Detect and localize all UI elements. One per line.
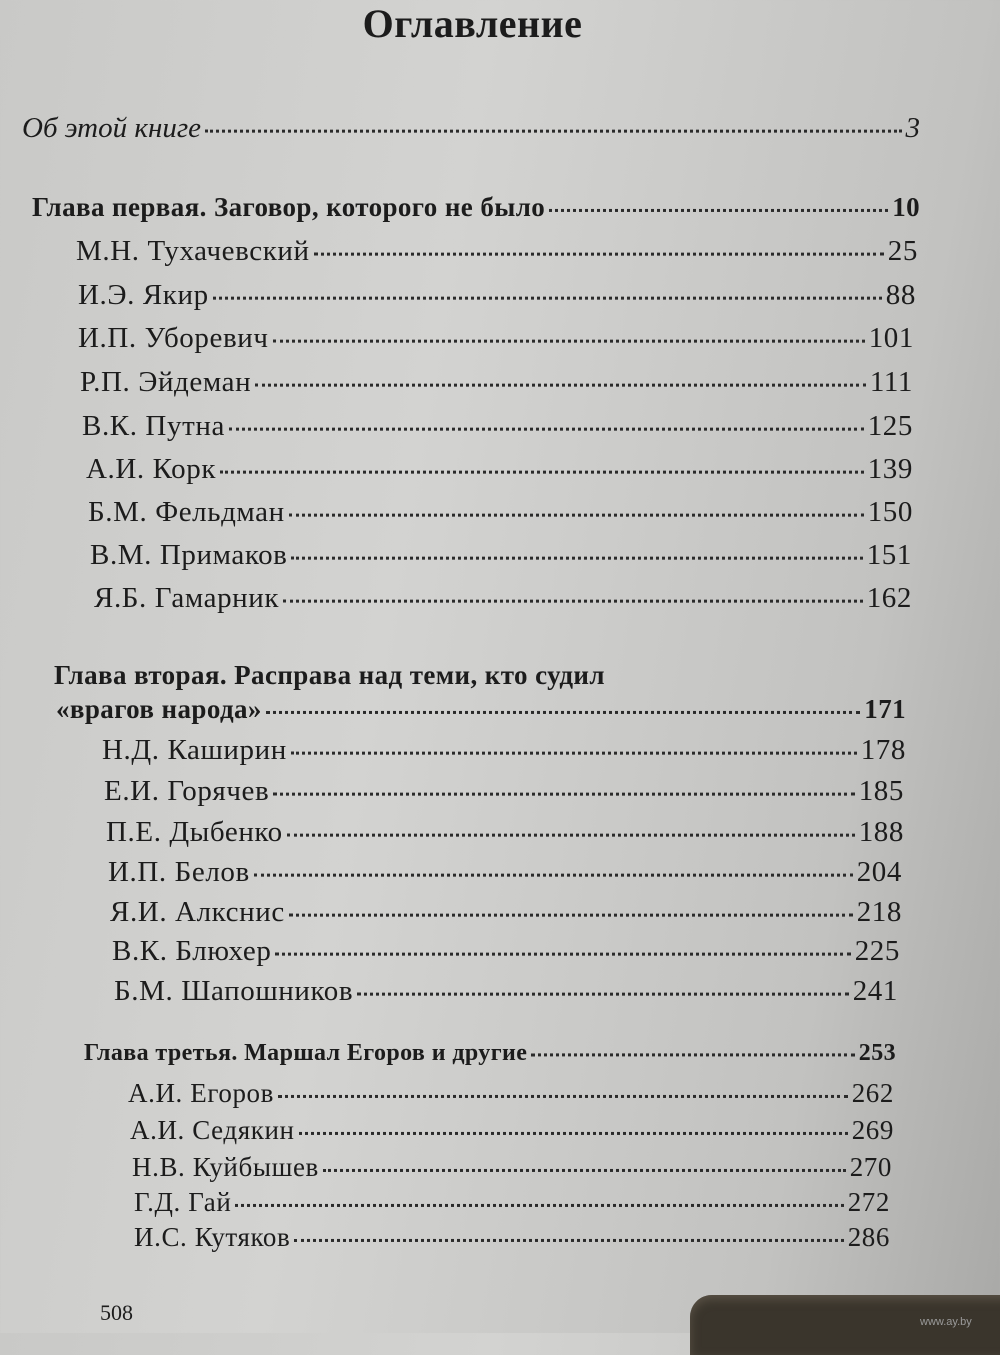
leader-dots [323,1154,846,1172]
toc-page: 269 [851,1115,894,1145]
toc-page: 171 [864,694,906,724]
toc-entry-name: Я.И. Алкснис [110,896,285,928]
toc-entry-row [80,366,913,399]
toc-page: 125 [867,410,913,442]
toc-intro-row [22,112,920,145]
toc-page: 3 [905,112,920,144]
toc-page: 286 [847,1222,890,1252]
toc-entry-row [94,582,912,615]
toc-page: 253 [858,1040,896,1066]
toc-entry-name: Г.Д. Гай [134,1187,232,1217]
toc-page: 270 [849,1152,892,1182]
toc-page: 188 [858,816,904,848]
leader-dots [294,1224,843,1242]
leader-dots [289,898,853,917]
toc-entry-name: В.К. Путна [82,410,225,442]
toc-entry-row [110,896,902,929]
toc-entry-row [108,856,902,889]
toc-page: 111 [869,366,913,398]
watermark: www.ay.by [920,1316,972,1328]
toc-page: 88 [885,279,916,311]
leader-dots [275,937,850,956]
toc-entry-row [130,1115,894,1146]
toc-entry-name: В.М. Примаков [90,539,288,571]
toc-entry-row [82,410,913,443]
toc-page: 150 [867,496,913,528]
toc-page: 225 [854,935,900,967]
leader-dots [357,977,849,996]
toc-entry-row [86,453,913,486]
leader-dots [273,777,854,796]
toc-entry-row [134,1187,890,1218]
toc-entry-row [114,975,898,1008]
toc-page: 101 [868,322,914,354]
toc-entry-row [128,1078,894,1109]
page-title: Оглавление [362,1,583,46]
leader-dots [205,114,901,133]
toc-entry-row [134,1222,890,1253]
leader-dots [273,324,865,343]
toc-entry-row [112,935,900,968]
toc-entry-row [88,496,913,529]
leader-dots [229,412,864,431]
chapter-title: Глава первая. Заговор, которого не было [32,192,546,222]
leader-dots [299,1117,848,1135]
chapter-title-line1: Глава вторая. Расправа над теми, кто судил [54,660,605,690]
leader-dots [220,455,864,474]
toc-entry-row [102,734,906,767]
toc-entry-name: И.П. Белов [108,856,250,888]
leader-dots [531,1040,855,1056]
chapter-title-line2: «врагов народа» [56,694,262,724]
toc-entry-name: П.Е. Дыбенко [106,816,283,848]
toc-entry-name: В.К. Блюхер [112,935,272,967]
leader-dots [213,281,882,300]
chapter-title: Глава третья. Маршал Егоров и другие [84,1040,528,1066]
toc-entry-row [78,322,914,355]
toc-page: 204 [856,856,902,888]
toc-page: 151 [866,539,912,571]
toc-page: 162 [866,582,912,614]
leader-dots [549,194,888,212]
toc-page: 218 [856,896,902,928]
toc-entry-name: Н.Д. Каширин [102,734,287,766]
toc-entry-name: А.И. Корк [86,453,217,485]
toc-entry-row [78,279,916,312]
leader-dots [255,368,866,387]
toc-page: 139 [867,453,913,485]
leader-dots [235,1189,843,1207]
leader-dots [314,237,884,256]
toc-entry-name: Е.И. Горячев [104,775,270,807]
leader-dots [287,818,855,837]
toc-entry-name: Н.В. Куйбышев [132,1152,319,1182]
leader-dots [278,1080,848,1098]
toc-chapter-row [32,192,920,223]
toc-entry-name: А.И. Егоров [128,1078,274,1108]
toc-page: 262 [851,1078,894,1108]
leader-dots [283,584,863,603]
toc-page: 241 [852,975,898,1007]
toc-entry-row [76,235,918,268]
page-number: 508 [100,1300,133,1325]
toc-chapter-row [56,694,906,725]
toc-entry-name: Б.М. Фельдман [88,496,285,528]
leader-dots [266,696,860,714]
toc-entry-name: И.С. Кутяков [134,1222,291,1252]
leader-dots [291,736,857,755]
leader-dots [291,541,862,560]
toc-entry-name: Р.П. Эйдеман [80,366,252,398]
toc-page: 178 [860,734,906,766]
leader-dots [289,498,864,517]
toc-page: 10 [892,192,920,222]
toc-page: 185 [858,775,904,807]
leader-dots [254,858,853,877]
toc-page: 272 [847,1187,890,1217]
toc-entry-name: А.И. Седякин [130,1115,295,1145]
toc-entry-row [90,539,912,572]
toc-entry-name: И.Э. Якир [78,279,209,311]
toc-entry-name: Я.Б. Гамарник [94,582,280,614]
toc-entry-row [104,775,904,808]
toc-entry-row [106,816,904,849]
toc-page: 25 [887,235,918,267]
toc-label: Об этой книге [22,112,202,144]
toc-entry-name: И.П. Уборевич [78,322,269,354]
toc-entry-name: Б.М. Шапошников [114,975,354,1007]
toc-chapter-row [84,1040,896,1067]
toc-entry-row [132,1152,892,1183]
toc-entry-name: М.Н. Тухачевский [76,235,310,267]
